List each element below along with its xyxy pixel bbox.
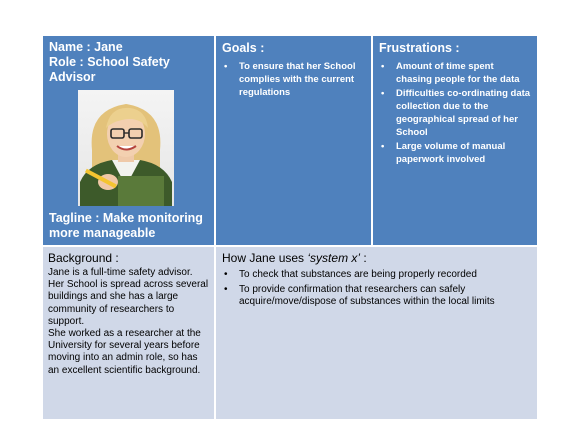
persona-profile-cell — [43, 36, 214, 245]
frustration-item: • Amount of time spent chasing people for the data — [379, 60, 531, 86]
system-usage-item: • To provide confirmation that researchers can safely acquire/move/dispose of substances within the local limits — [222, 284, 531, 309]
persona-name: Name : Jane — [49, 40, 123, 54]
background-paragraph: Jane is a full-time safety advisor. Her School is spread across several buildings and she has a large community of researchers to support. — [48, 267, 209, 327]
frustrations-heading: Frustrations : — [379, 41, 460, 55]
system-usage-heading-suffix: : — [360, 251, 367, 265]
system-usage-heading-prefix: How Jane uses — [222, 251, 308, 265]
frustrations-cell — [373, 36, 537, 245]
system-usage-list — [222, 269, 531, 309]
background-paragraph: She worked as a researcher at the University for several years before moving into an admin role, so has an excellent scientific background. — [48, 328, 201, 376]
goals-heading: Goals : — [222, 41, 265, 55]
frustrations-list — [379, 60, 531, 166]
frustration-item: • Large volume of manual paperwork involved — [379, 140, 531, 166]
goal-item: • To ensure that her School complies with the current regulations — [222, 60, 365, 99]
goals-list — [222, 60, 365, 99]
persona-photo — [78, 90, 174, 206]
system-name: ‘system x’ — [307, 251, 361, 265]
background-heading: Background : — [48, 251, 119, 265]
background-cell — [43, 247, 214, 419]
system-usage-cell — [216, 247, 537, 419]
persona-role: Role : School Safety Advisor — [49, 55, 170, 84]
persona-tagline: Tagline : Make monitoring more manageable — [49, 211, 203, 240]
system-usage-heading — [222, 251, 531, 266]
frustration-item: • Difficulties co-ordinating data collection due to the geographical spread of her School — [379, 87, 531, 139]
goals-cell — [216, 36, 371, 245]
system-usage-item: • To check that substances are being properly recorded — [222, 269, 531, 282]
persona-photo-illustration — [78, 90, 174, 206]
